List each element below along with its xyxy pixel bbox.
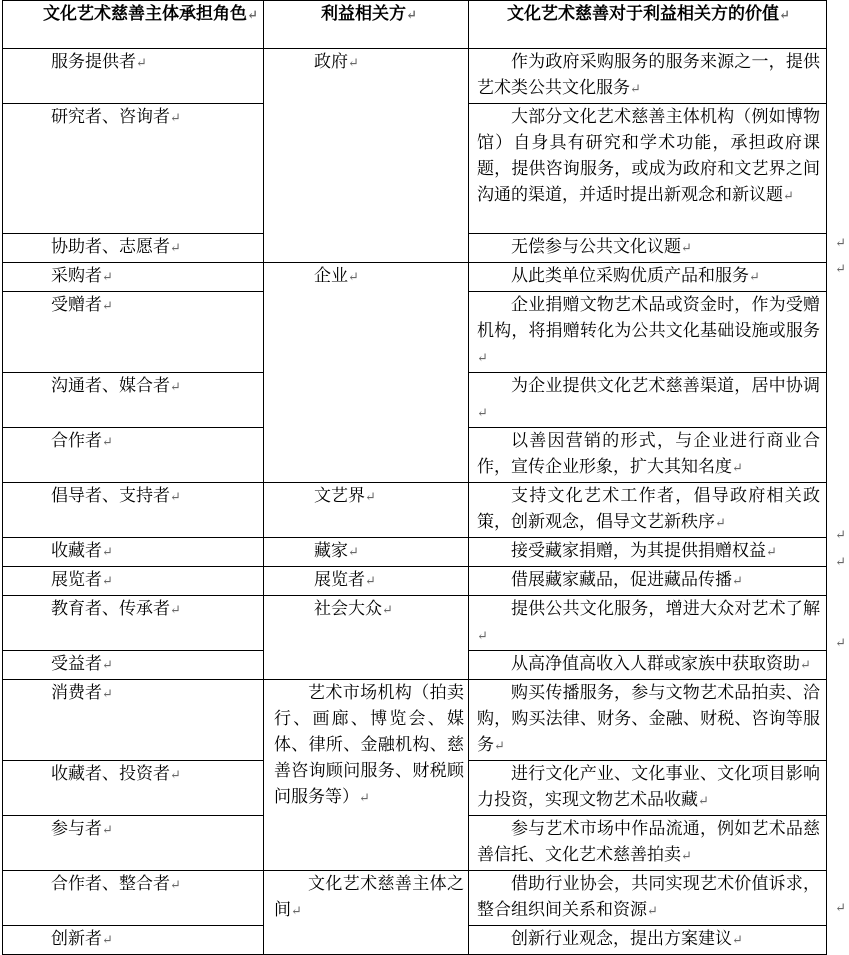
value-cell: 创新行业观念，提出方案建议↵ [469,926,827,955]
value-cell: 大部分文化艺术慈善主体机构（例如博物馆）自身具有研究和学术功能，承担政府课题，提供咨询服务，或成为政府和文艺界之间沟通的渠道，并适时提出新观念和新议题↵ [469,104,827,234]
value-cell: 接受藏家捐赠，为其提供捐赠权益↵ [469,538,827,567]
row-end-mark: ↵ [835,528,846,543]
role-cell: 沟通者、媒合者↵ [3,373,264,428]
table-row [3,596,827,651]
value-cell: 参与艺术市场中作品流通，例如艺术品慈善信托、文化艺术慈善拍卖↵ [469,816,827,871]
value-cell: 无偿参与公共文化议题↵ [469,234,827,263]
table-row [3,49,827,104]
role-cell: 教育者、传承者↵ [3,596,264,651]
role-cell: 合作者↵ [3,428,264,483]
stakeholder-table [2,0,827,955]
stakeholder-cell: 文艺界↵ [264,483,469,538]
row-end-mark: ↵ [835,262,846,277]
role-cell: 消费者↵ [3,680,264,761]
role-cell: 收藏者、投资者↵ [3,761,264,816]
table-row [3,538,827,567]
stakeholder-cell: 企业↵ [264,263,469,483]
table-row [3,680,827,761]
stakeholder-cell: 艺术市场机构（拍卖行、画廊、博览会、媒体、律所、金融机构、慈善咨询顾问服务、财税顾问服务等）↵ [264,680,469,871]
stakeholder-cell: 社会大众↵ [264,596,469,680]
value-cell: 以善因营销的形式，与企业进行商业合作，宣传企业形象，扩大其知名度↵ [469,428,827,483]
row-end-mark: ↵ [835,636,846,651]
role-cell: 采购者↵ [3,263,264,292]
role-cell: 参与者↵ [3,816,264,871]
value-cell: 借展藏家藏品，促进藏品传播↵ [469,567,827,596]
role-cell: 受赠者↵ [3,292,264,373]
table-row [3,567,827,596]
role-cell: 收藏者↵ [3,538,264,567]
role-cell: 协助者、志愿者↵ [3,234,264,263]
stakeholder-cell: 文化艺术慈善主体之间↵ [264,871,469,955]
stakeholder-cell: 展览者↵ [264,567,469,596]
value-cell: 支持文化艺术工作者，倡导政府相关政策，创新观念，倡导文艺新秩序↵ [469,483,827,538]
role-cell: 倡导者、支持者↵ [3,483,264,538]
role-cell: 展览者↵ [3,567,264,596]
value-cell: 借助行业协会，共同实现艺术价值诉求，整合组织间关系和资源↵ [469,871,827,926]
table-row [3,483,827,538]
row-end-mark: ↵ [835,236,846,251]
value-cell: 从高净值高收入人群或家族中获取资助↵ [469,651,827,680]
value-cell: 从此类单位采购优质产品和服务↵ [469,263,827,292]
value-cell: 提供公共文化服务，增进大众对艺术了解↵ [469,596,827,651]
value-cell: 企业捐赠文物艺术品或资金时，作为受赠机构，将捐赠转化为公共文化基础设施或服务↵ [469,292,827,373]
role-cell: 研究者、咨询者↵ [3,104,264,234]
role-cell: 合作者、整合者↵ [3,871,264,926]
header-stakeholder: 利益相关方↵ [264,1,469,49]
value-cell: 购买传播服务，参与文物艺术品拍卖、洽购，购买法律、财务、金融、财税、咨询等服务↵ [469,680,827,761]
row-end-mark: ↵ [835,555,846,570]
stakeholder-cell: 藏家↵ [264,538,469,567]
role-cell: 服务提供者↵ [3,49,264,104]
value-cell: 进行文化产业、文化事业、文化项目影响力投资，实现文物艺术品收藏↵ [469,761,827,816]
stakeholder-cell: 政府↵ [264,49,469,263]
header-value: 文化艺术慈善对于利益相关方的价值↵ [469,1,827,49]
row-end-mark: ↵ [835,901,846,916]
value-cell: 为企业提供文化艺术慈善渠道，居中协调↵ [469,373,827,428]
header-role: 文化艺术慈善主体承担角色↵ [3,1,264,49]
value-cell: 作为政府采购服务的服务来源之一，提供艺术类公共文化服务↵ [469,49,827,104]
role-cell: 创新者↵ [3,926,264,955]
table-row [3,263,827,292]
role-cell: 受益者↵ [3,651,264,680]
table-row [3,871,827,926]
